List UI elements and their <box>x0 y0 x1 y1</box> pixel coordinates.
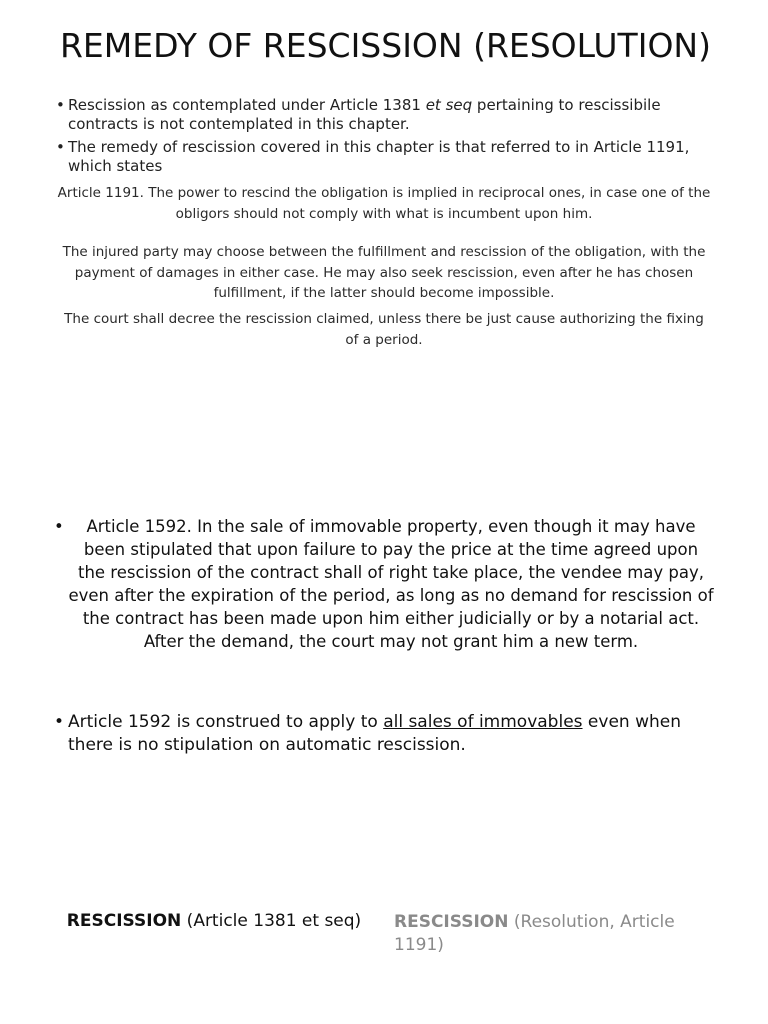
quote-article-1191-para-3: The court shall decree the rescission claimed, unless there be just cause authorizing the fixing of a period. <box>64 311 704 348</box>
quote-article-1191-para-1: Article 1191. The power to rescind the obligation is implied in reciprocal ones, in case one of the obligors should not comply with what is incumbent upon him. <box>57 185 711 222</box>
bullet-dot: • <box>54 712 65 732</box>
bullet-text-pre: Rescission as contemplated under Article 1381 <box>68 96 426 114</box>
construed-pre: Article 1592 is construed to apply to <box>68 712 384 732</box>
bullet-remedy-article-1191 <box>56 138 716 176</box>
bullet-text: The remedy of rescission covered in this chapter is that referred to in Article 1191, which states <box>68 138 690 175</box>
bullet-text-post: pertaining to rescissibile contracts is not contemplated in this chapter. <box>68 96 661 133</box>
right-heading-rest: (Resolution, Article 1191) <box>394 912 675 955</box>
construed-underlined: all sales of immovables <box>383 712 583 732</box>
article-1592-text: Article 1592. In the sale of immovable property, even though it may have been stipulated that upon failure to pay the price at the time agreed upon the rescission of the contract shall of right take place, the vendee may pay, even after the expiration of the period, as long as no demand for rescission of the contract has been made upon him either judicially or by a notarial act. After the demand, the court may not grant him a new term. <box>68 517 714 651</box>
comparison-left-heading <box>64 910 364 933</box>
intro-bullets <box>56 96 716 180</box>
left-heading-bold: RESCISSION <box>66 911 182 931</box>
comparison-right-heading <box>394 911 694 957</box>
bullet-rescissible-contracts <box>56 96 716 134</box>
left-heading-rest: (Article 1381 et seq) <box>181 911 362 931</box>
bullet-dot: • <box>54 517 64 536</box>
right-heading-bold: RESCISSION <box>394 912 509 932</box>
article-1592-bullet <box>54 515 714 653</box>
quote-article-1191-para-2: The injured party may choose between the fulfillment and rescission of the obligation, with the payment of damages in either case. He may also seek rescission, even after he has chosen fulfillment, if the latter should become impossible. <box>62 244 706 301</box>
article-1592-construed-bullet <box>54 711 714 757</box>
page-title: REMEDY OF RESCISSION (RESOLUTION) <box>60 26 711 65</box>
construed-text <box>54 711 714 757</box>
bullet-text-italic: et seq <box>425 96 473 114</box>
construed-post: even when there is no stipulation on automatic rescission. <box>68 712 681 755</box>
